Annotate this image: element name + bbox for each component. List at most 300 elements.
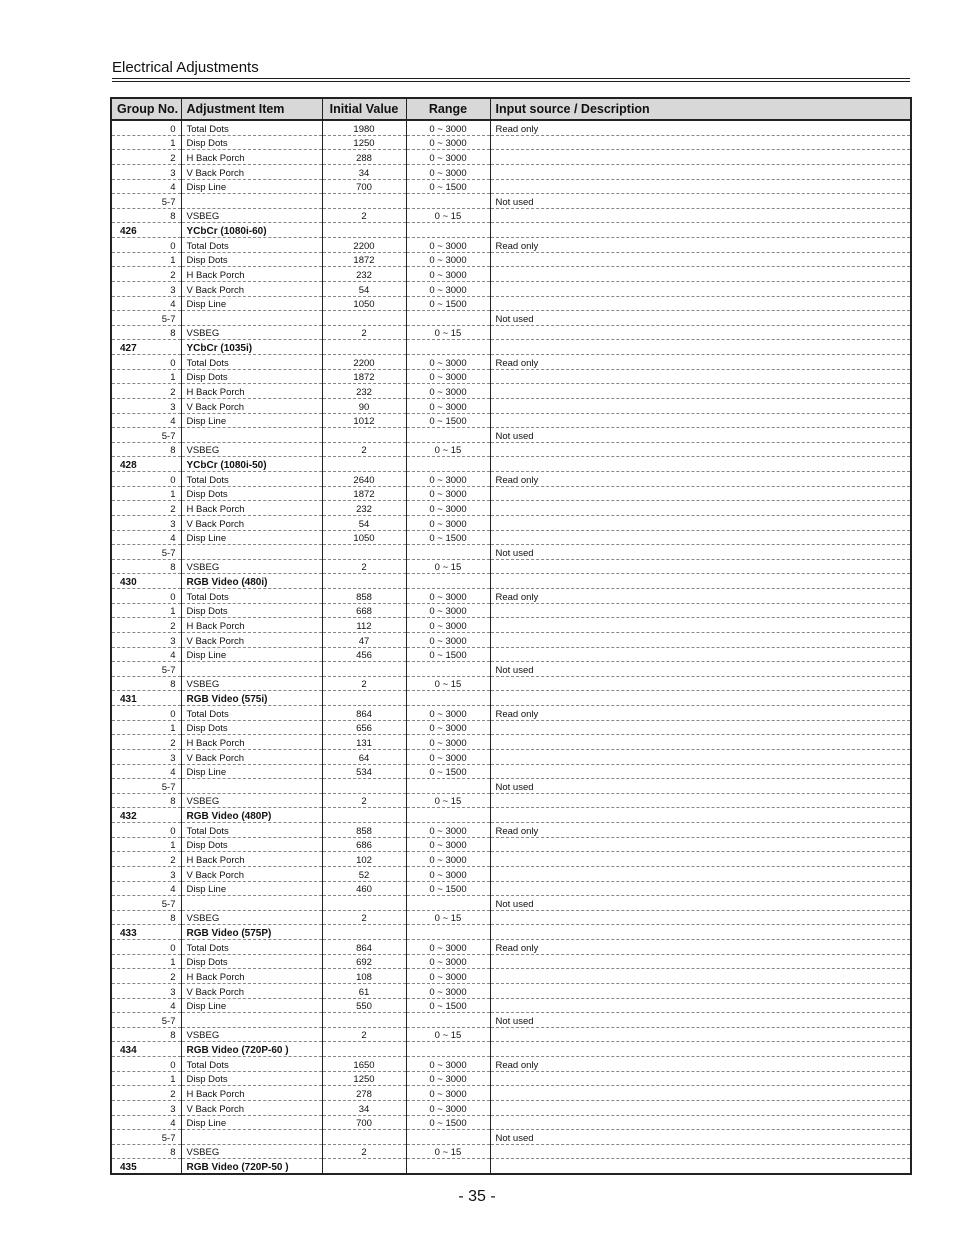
cell-range: 0 ~ 1500 bbox=[406, 179, 490, 194]
cell-group-no: 0 bbox=[111, 940, 181, 955]
cell-group-no: 5-7 bbox=[111, 428, 181, 443]
cell-adjustment-item: Total Dots bbox=[181, 940, 322, 955]
cell-group-no: 3 bbox=[111, 164, 181, 179]
cell-description: Not used bbox=[490, 428, 911, 443]
cell-adjustment-item: Disp Line bbox=[181, 764, 322, 779]
cell-initial-value bbox=[322, 1130, 406, 1145]
table-row bbox=[111, 530, 911, 545]
cell-group-no: 1 bbox=[111, 720, 181, 735]
cell-range bbox=[406, 1013, 490, 1028]
table-row bbox=[111, 618, 911, 633]
cell-initial-value: 1872 bbox=[322, 252, 406, 267]
cell-initial-value bbox=[322, 896, 406, 911]
cell-initial-value: 64 bbox=[322, 749, 406, 764]
table-row bbox=[111, 559, 911, 574]
cell-initial-value bbox=[322, 457, 406, 472]
cell-range bbox=[406, 340, 490, 355]
cell-group-no: 3 bbox=[111, 515, 181, 530]
cell-description bbox=[490, 457, 911, 472]
cell-initial-value: 2 bbox=[322, 910, 406, 925]
cell-initial-value: 456 bbox=[322, 647, 406, 662]
cell-group-no: 2 bbox=[111, 267, 181, 282]
cell-adjustment-item: RGB Video (480P) bbox=[181, 808, 322, 823]
cell-range: 0 ~ 3000 bbox=[406, 837, 490, 852]
cell-initial-value bbox=[322, 1013, 406, 1028]
table-row bbox=[111, 632, 911, 647]
cell-adjustment-item: Total Dots bbox=[181, 1057, 322, 1072]
cell-initial-value: 534 bbox=[322, 764, 406, 779]
cell-adjustment-item: RGB Video (720P-60 ) bbox=[181, 1042, 322, 1057]
cell-description bbox=[490, 1100, 911, 1115]
cell-description bbox=[490, 486, 911, 501]
table-row bbox=[111, 515, 911, 530]
cell-range: 0 ~ 1500 bbox=[406, 998, 490, 1013]
cell-description bbox=[490, 281, 911, 296]
table-row bbox=[111, 135, 911, 150]
cell-range bbox=[406, 1130, 490, 1145]
cell-range: 0 ~ 1500 bbox=[406, 296, 490, 311]
cell-description bbox=[490, 837, 911, 852]
cell-group-no: 4 bbox=[111, 998, 181, 1013]
cell-range: 0 ~ 3000 bbox=[406, 706, 490, 721]
cell-adjustment-item: H Back Porch bbox=[181, 150, 322, 165]
cell-description bbox=[490, 998, 911, 1013]
cell-adjustment-item: Total Dots bbox=[181, 823, 322, 838]
cell-adjustment-item bbox=[181, 311, 322, 326]
cell-adjustment-item: H Back Porch bbox=[181, 1086, 322, 1101]
table-row bbox=[111, 603, 911, 618]
cell-initial-value bbox=[322, 779, 406, 794]
cell-group-no: 0 bbox=[111, 823, 181, 838]
table-row bbox=[111, 281, 911, 296]
cell-initial-value bbox=[322, 1042, 406, 1057]
cell-adjustment-item: Disp Line bbox=[181, 530, 322, 545]
cell-adjustment-item: RGB Video (575P) bbox=[181, 925, 322, 940]
cell-adjustment-item: H Back Porch bbox=[181, 969, 322, 984]
cell-group-no: 426 bbox=[111, 223, 181, 238]
table-row bbox=[111, 589, 911, 604]
cell-description: Read only bbox=[490, 1057, 911, 1072]
cell-initial-value: 2 bbox=[322, 442, 406, 457]
cell-group-no: 4 bbox=[111, 764, 181, 779]
cell-adjustment-item bbox=[181, 662, 322, 677]
cell-range: 0 ~ 3000 bbox=[406, 749, 490, 764]
cell-initial-value: 858 bbox=[322, 823, 406, 838]
cell-description bbox=[490, 852, 911, 867]
cell-range: 0 ~ 3000 bbox=[406, 852, 490, 867]
cell-range bbox=[406, 311, 490, 326]
cell-adjustment-item bbox=[181, 896, 322, 911]
cell-range: 0 ~ 1500 bbox=[406, 764, 490, 779]
cell-group-no: 3 bbox=[111, 632, 181, 647]
table-row bbox=[111, 910, 911, 925]
table-row bbox=[111, 413, 911, 428]
table-row bbox=[111, 501, 911, 516]
cell-range bbox=[406, 574, 490, 589]
cell-range: 0 ~ 3000 bbox=[406, 486, 490, 501]
cell-group-no: 4 bbox=[111, 647, 181, 662]
cell-group-no: 8 bbox=[111, 325, 181, 340]
cell-initial-value: 1250 bbox=[322, 1071, 406, 1086]
cell-range: 0 ~ 3000 bbox=[406, 866, 490, 881]
cell-description bbox=[490, 1159, 911, 1174]
cell-initial-value: 686 bbox=[322, 837, 406, 852]
cell-range: 0 ~ 3000 bbox=[406, 1071, 490, 1086]
cell-initial-value: 102 bbox=[322, 852, 406, 867]
cell-group-no: 8 bbox=[111, 1144, 181, 1159]
cell-range: 0 ~ 3000 bbox=[406, 515, 490, 530]
cell-initial-value bbox=[322, 428, 406, 443]
cell-adjustment-item: V Back Porch bbox=[181, 1100, 322, 1115]
cell-description: Read only bbox=[490, 706, 911, 721]
cell-description bbox=[490, 369, 911, 384]
cell-range: 0 ~ 3000 bbox=[406, 135, 490, 150]
table-row bbox=[111, 472, 911, 487]
group-header-row bbox=[111, 808, 911, 823]
cell-adjustment-item: Disp Dots bbox=[181, 135, 322, 150]
cell-initial-value: 2200 bbox=[322, 355, 406, 370]
cell-initial-value: 1050 bbox=[322, 296, 406, 311]
cell-range: 0 ~ 1500 bbox=[406, 647, 490, 662]
cell-range: 0 ~ 1500 bbox=[406, 413, 490, 428]
cell-initial-value: 52 bbox=[322, 866, 406, 881]
cell-adjustment-item: Total Dots bbox=[181, 472, 322, 487]
cell-adjustment-item: Disp Line bbox=[181, 413, 322, 428]
column-header-group-no: Group No. bbox=[111, 98, 181, 120]
cell-initial-value: 700 bbox=[322, 179, 406, 194]
cell-adjustment-item: Disp Dots bbox=[181, 603, 322, 618]
cell-range: 0 ~ 15 bbox=[406, 910, 490, 925]
cell-range: 0 ~ 15 bbox=[406, 793, 490, 808]
table-row bbox=[111, 896, 911, 911]
cell-initial-value: 61 bbox=[322, 983, 406, 998]
table-row bbox=[111, 150, 911, 165]
cell-group-no: 3 bbox=[111, 281, 181, 296]
cell-group-no: 1 bbox=[111, 837, 181, 852]
cell-description bbox=[490, 515, 911, 530]
cell-group-no: 5-7 bbox=[111, 545, 181, 560]
page-number: - 35 - bbox=[458, 1188, 496, 1205]
cell-initial-value bbox=[322, 194, 406, 209]
cell-initial-value: 2 bbox=[322, 793, 406, 808]
table-row bbox=[111, 164, 911, 179]
cell-description bbox=[490, 398, 911, 413]
table-row bbox=[111, 866, 911, 881]
page-header bbox=[112, 59, 910, 82]
cell-initial-value: 90 bbox=[322, 398, 406, 413]
table-header-row bbox=[111, 98, 911, 120]
cell-initial-value: 131 bbox=[322, 735, 406, 750]
cell-group-no: 8 bbox=[111, 910, 181, 925]
cell-adjustment-item: Disp Dots bbox=[181, 252, 322, 267]
table-row bbox=[111, 311, 911, 326]
cell-range: 0 ~ 3000 bbox=[406, 589, 490, 604]
cell-initial-value: 2 bbox=[322, 676, 406, 691]
cell-group-no: 2 bbox=[111, 852, 181, 867]
cell-range: 0 ~ 15 bbox=[406, 676, 490, 691]
cell-adjustment-item: VSBEG bbox=[181, 1144, 322, 1159]
cell-initial-value bbox=[322, 662, 406, 677]
cell-group-no: 5-7 bbox=[111, 896, 181, 911]
cell-group-no: 3 bbox=[111, 983, 181, 998]
cell-initial-value: 34 bbox=[322, 1100, 406, 1115]
table-row bbox=[111, 852, 911, 867]
cell-description bbox=[490, 983, 911, 998]
cell-initial-value: 278 bbox=[322, 1086, 406, 1101]
cell-range: 0 ~ 3000 bbox=[406, 735, 490, 750]
cell-description: Read only bbox=[490, 472, 911, 487]
cell-initial-value bbox=[322, 691, 406, 706]
cell-group-no: 4 bbox=[111, 881, 181, 896]
table-row bbox=[111, 267, 911, 282]
table-row bbox=[111, 486, 911, 501]
cell-initial-value bbox=[322, 340, 406, 355]
cell-group-no: 8 bbox=[111, 793, 181, 808]
cell-group-no: 3 bbox=[111, 866, 181, 881]
cell-range bbox=[406, 194, 490, 209]
column-header-range: Range bbox=[406, 98, 490, 120]
cell-description bbox=[490, 574, 911, 589]
cell-initial-value bbox=[322, 925, 406, 940]
cell-range: 0 ~ 3000 bbox=[406, 369, 490, 384]
cell-initial-value: 1872 bbox=[322, 369, 406, 384]
header-rule-secondary bbox=[112, 81, 910, 82]
cell-range bbox=[406, 925, 490, 940]
cell-description bbox=[490, 179, 911, 194]
cell-initial-value: 668 bbox=[322, 603, 406, 618]
cell-description bbox=[490, 749, 911, 764]
cell-description: Read only bbox=[490, 940, 911, 955]
cell-initial-value: 1250 bbox=[322, 135, 406, 150]
cell-range bbox=[406, 428, 490, 443]
cell-adjustment-item: V Back Porch bbox=[181, 749, 322, 764]
cell-description bbox=[490, 164, 911, 179]
table-row bbox=[111, 325, 911, 340]
cell-range: 0 ~ 3000 bbox=[406, 983, 490, 998]
cell-range: 0 ~ 15 bbox=[406, 208, 490, 223]
cell-group-no: 2 bbox=[111, 384, 181, 399]
cell-adjustment-item: H Back Porch bbox=[181, 852, 322, 867]
cell-adjustment-item: H Back Porch bbox=[181, 384, 322, 399]
cell-description: Not used bbox=[490, 896, 911, 911]
table-row bbox=[111, 296, 911, 311]
cell-adjustment-item bbox=[181, 1013, 322, 1028]
cell-range: 0 ~ 3000 bbox=[406, 150, 490, 165]
cell-initial-value: 232 bbox=[322, 384, 406, 399]
cell-range bbox=[406, 662, 490, 677]
cell-range: 0 ~ 3000 bbox=[406, 384, 490, 399]
cell-group-no: 2 bbox=[111, 1086, 181, 1101]
cell-adjustment-item: Disp Dots bbox=[181, 369, 322, 384]
cell-adjustment-item: V Back Porch bbox=[181, 632, 322, 647]
cell-description bbox=[490, 1042, 911, 1057]
cell-description bbox=[490, 559, 911, 574]
cell-range: 0 ~ 3000 bbox=[406, 720, 490, 735]
cell-initial-value: 1012 bbox=[322, 413, 406, 428]
cell-group-no: 8 bbox=[111, 442, 181, 457]
cell-initial-value: 112 bbox=[322, 618, 406, 633]
cell-description bbox=[490, 1071, 911, 1086]
cell-description bbox=[490, 530, 911, 545]
cell-adjustment-item: RGB Video (575i) bbox=[181, 691, 322, 706]
section-title: Electrical Adjustments bbox=[112, 59, 259, 76]
cell-group-no: 2 bbox=[111, 735, 181, 750]
cell-group-no: 3 bbox=[111, 749, 181, 764]
table-row bbox=[111, 120, 911, 135]
cell-description bbox=[490, 808, 911, 823]
group-header-row bbox=[111, 223, 911, 238]
cell-group-no: 4 bbox=[111, 530, 181, 545]
cell-group-no: 5-7 bbox=[111, 311, 181, 326]
cell-range bbox=[406, 545, 490, 560]
column-header-adjustment-item: Adjustment Item bbox=[181, 98, 322, 120]
cell-description bbox=[490, 954, 911, 969]
cell-group-no: 433 bbox=[111, 925, 181, 940]
cell-initial-value: 858 bbox=[322, 589, 406, 604]
cell-initial-value: 1980 bbox=[322, 120, 406, 135]
table-row bbox=[111, 1100, 911, 1115]
cell-group-no: 1 bbox=[111, 135, 181, 150]
table-row bbox=[111, 647, 911, 662]
table-row bbox=[111, 676, 911, 691]
cell-adjustment-item: V Back Porch bbox=[181, 983, 322, 998]
cell-description bbox=[490, 135, 911, 150]
cell-description: Read only bbox=[490, 238, 911, 253]
cell-description bbox=[490, 866, 911, 881]
table-row bbox=[111, 1130, 911, 1145]
cell-range: 0 ~ 3000 bbox=[406, 632, 490, 647]
cell-initial-value: 2 bbox=[322, 208, 406, 223]
cell-range: 0 ~ 3000 bbox=[406, 164, 490, 179]
cell-range: 0 ~ 1500 bbox=[406, 1115, 490, 1130]
table-row bbox=[111, 749, 911, 764]
table-row bbox=[111, 442, 911, 457]
cell-adjustment-item: Disp Line bbox=[181, 647, 322, 662]
cell-group-no: 5-7 bbox=[111, 1130, 181, 1145]
table-row bbox=[111, 1013, 911, 1028]
cell-range: 0 ~ 15 bbox=[406, 1027, 490, 1042]
cell-adjustment-item: Total Dots bbox=[181, 706, 322, 721]
cell-adjustment-item: Total Dots bbox=[181, 589, 322, 604]
cell-group-no: 3 bbox=[111, 398, 181, 413]
cell-description bbox=[490, 150, 911, 165]
cell-range bbox=[406, 691, 490, 706]
cell-range: 0 ~ 3000 bbox=[406, 252, 490, 267]
cell-range: 0 ~ 3000 bbox=[406, 238, 490, 253]
cell-group-no: 1 bbox=[111, 486, 181, 501]
table-row bbox=[111, 194, 911, 209]
cell-description bbox=[490, 676, 911, 691]
table-row bbox=[111, 998, 911, 1013]
cell-group-no: 430 bbox=[111, 574, 181, 589]
cell-range: 0 ~ 3000 bbox=[406, 823, 490, 838]
cell-group-no: 2 bbox=[111, 150, 181, 165]
cell-group-no: 434 bbox=[111, 1042, 181, 1057]
table-row bbox=[111, 384, 911, 399]
cell-initial-value bbox=[322, 223, 406, 238]
cell-range: 0 ~ 1500 bbox=[406, 881, 490, 896]
table-row bbox=[111, 179, 911, 194]
cell-description bbox=[490, 501, 911, 516]
group-header-row bbox=[111, 457, 911, 472]
cell-group-no: 1 bbox=[111, 369, 181, 384]
cell-adjustment-item bbox=[181, 779, 322, 794]
table-row bbox=[111, 252, 911, 267]
cell-description bbox=[490, 691, 911, 706]
cell-group-no: 3 bbox=[111, 1100, 181, 1115]
cell-adjustment-item: V Back Porch bbox=[181, 398, 322, 413]
cell-group-no: 431 bbox=[111, 691, 181, 706]
table-row bbox=[111, 545, 911, 560]
cell-initial-value: 232 bbox=[322, 267, 406, 282]
cell-range: 0 ~ 3000 bbox=[406, 940, 490, 955]
cell-group-no: 1 bbox=[111, 1071, 181, 1086]
cell-range bbox=[406, 457, 490, 472]
cell-description bbox=[490, 632, 911, 647]
cell-description bbox=[490, 720, 911, 735]
cell-group-no: 8 bbox=[111, 559, 181, 574]
cell-group-no: 428 bbox=[111, 457, 181, 472]
cell-range bbox=[406, 1042, 490, 1057]
cell-description: Not used bbox=[490, 779, 911, 794]
table-row bbox=[111, 369, 911, 384]
cell-initial-value bbox=[322, 574, 406, 589]
cell-adjustment-item: V Back Porch bbox=[181, 866, 322, 881]
cell-range: 0 ~ 3000 bbox=[406, 954, 490, 969]
group-header-row bbox=[111, 340, 911, 355]
cell-range: 0 ~ 3000 bbox=[406, 1086, 490, 1101]
cell-adjustment-item: H Back Porch bbox=[181, 735, 322, 750]
cell-group-no: 5-7 bbox=[111, 662, 181, 677]
table-row bbox=[111, 969, 911, 984]
cell-group-no: 8 bbox=[111, 1027, 181, 1042]
cell-adjustment-item: Total Dots bbox=[181, 238, 322, 253]
cell-description bbox=[490, 325, 911, 340]
cell-description bbox=[490, 764, 911, 779]
cell-initial-value: 2 bbox=[322, 1027, 406, 1042]
cell-range: 0 ~ 3000 bbox=[406, 618, 490, 633]
table-row bbox=[111, 954, 911, 969]
cell-adjustment-item: YCbCr (1080i-60) bbox=[181, 223, 322, 238]
cell-initial-value: 1650 bbox=[322, 1057, 406, 1072]
cell-description bbox=[490, 603, 911, 618]
table-row bbox=[111, 1115, 911, 1130]
cell-description bbox=[490, 881, 911, 896]
cell-range: 0 ~ 3000 bbox=[406, 281, 490, 296]
cell-adjustment-item: Disp Line bbox=[181, 179, 322, 194]
cell-adjustment-item: VSBEG bbox=[181, 559, 322, 574]
cell-description bbox=[490, 1144, 911, 1159]
cell-range: 0 ~ 1500 bbox=[406, 530, 490, 545]
cell-description bbox=[490, 1086, 911, 1101]
cell-initial-value: 54 bbox=[322, 515, 406, 530]
cell-adjustment-item: VSBEG bbox=[181, 208, 322, 223]
cell-initial-value: 108 bbox=[322, 969, 406, 984]
cell-range: 0 ~ 3000 bbox=[406, 267, 490, 282]
table-row bbox=[111, 983, 911, 998]
cell-group-no: 1 bbox=[111, 954, 181, 969]
cell-range bbox=[406, 896, 490, 911]
group-header-row bbox=[111, 691, 911, 706]
table-row bbox=[111, 428, 911, 443]
cell-group-no: 0 bbox=[111, 706, 181, 721]
cell-adjustment-item: Disp Line bbox=[181, 881, 322, 896]
cell-adjustment-item: Disp Dots bbox=[181, 837, 322, 852]
cell-adjustment-item bbox=[181, 428, 322, 443]
cell-description bbox=[490, 340, 911, 355]
cell-group-no: 8 bbox=[111, 676, 181, 691]
cell-initial-value: 2640 bbox=[322, 472, 406, 487]
